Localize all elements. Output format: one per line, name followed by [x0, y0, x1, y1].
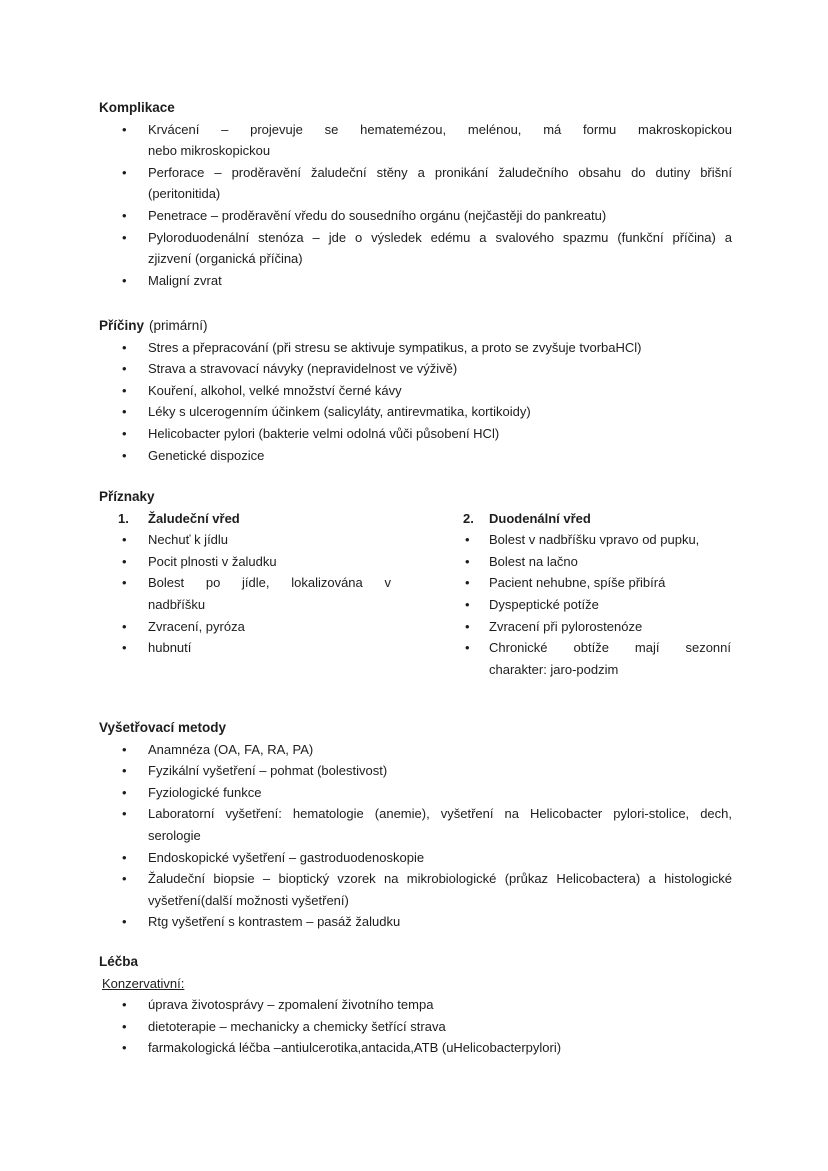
- bullet-text: [489, 572, 731, 594]
- symptom-columns: [99, 508, 732, 681]
- bullet-item: [99, 637, 391, 659]
- bullet-text: [148, 227, 732, 270]
- section-title-suffix: (primární): [149, 318, 208, 333]
- bullet-item: [99, 380, 732, 402]
- bullet-line: Laboratorní vyšetření: hematologie (anemie), vyšetření na Helicobacter pylori-stolice, dech,: [148, 806, 732, 822]
- bullet-text: [148, 423, 732, 445]
- bullet-item: [99, 572, 391, 615]
- bullet-line: Pyloroduodenální stenóza – jde o výsledek edému a svalového spazmu (funkční příčina) a: [148, 229, 732, 245]
- section-title: [99, 315, 732, 337]
- bullet-text: [148, 119, 732, 162]
- bullet-line: Strava a stravovací návyky (nepravidelnost ve výživě): [148, 361, 458, 377]
- bullet-icon: •: [122, 806, 127, 822]
- bullet-text: [148, 739, 732, 761]
- bullet-icon: •: [122, 1018, 127, 1034]
- bullet-text: [148, 782, 732, 804]
- section-title-text: Příčiny: [99, 318, 145, 333]
- bullet-item: [99, 337, 732, 359]
- bullet-item: [99, 401, 732, 423]
- bullet-icon: •: [122, 361, 127, 377]
- bullet-icon: •: [122, 640, 127, 656]
- bullet-item: [463, 594, 731, 616]
- bullet-line: farmakologická léčba –antiulcerotika,antacida,ATB (uHelicobacterpylori): [148, 1040, 562, 1056]
- bullet-item: [463, 572, 731, 594]
- bullet-text: [148, 911, 732, 933]
- bullet-item: [99, 423, 732, 445]
- bullet-line: hubnutí: [148, 640, 192, 656]
- bullet-icon: •: [465, 618, 470, 634]
- bullet-icon: •: [122, 382, 127, 398]
- bullet-item: [99, 119, 732, 162]
- bullet-icon: •: [122, 871, 127, 887]
- bullet-line: Fyzikální vyšetření – pohmat (bolestivost): [148, 763, 388, 779]
- section-title: [99, 97, 732, 119]
- bullet-icon: •: [122, 1040, 127, 1056]
- bullet-line: vyšetření(další možnosti vyšetření): [148, 892, 349, 908]
- bullet-text: [148, 760, 732, 782]
- bullet-list: [99, 994, 732, 1059]
- column-number: 1.: [118, 510, 129, 526]
- bullet-line: Anamnéza (OA, FA, RA, PA): [148, 741, 314, 757]
- bullet-icon: •: [122, 553, 127, 569]
- bullet-line: nebo mikroskopickou: [148, 143, 271, 159]
- bullet-text: [148, 637, 391, 659]
- bullet-item: [99, 205, 732, 227]
- bullet-text: [148, 205, 732, 227]
- section-title-text: Příznaky: [99, 489, 155, 504]
- bullet-text: [148, 358, 732, 380]
- bullet-item: [99, 847, 732, 869]
- bullet-item: [99, 445, 732, 467]
- section-title-text: Vyšetřovací metody: [99, 720, 227, 735]
- bullet-list: [99, 119, 732, 292]
- bullet-line: úprava životosprávy – zpomalení životního tempa: [148, 997, 434, 1013]
- section-title: [99, 951, 732, 973]
- bullet-line: Kouření, alkohol, velké množství černé kávy: [148, 382, 402, 398]
- bullet-text: [489, 616, 731, 638]
- section-title-text: Komplikace: [99, 100, 175, 115]
- bullet-item: [99, 994, 732, 1016]
- bullet-item: [99, 551, 391, 573]
- bullet-icon: •: [122, 575, 127, 591]
- bullet-line: Maligní zvrat: [148, 272, 222, 288]
- bullet-icon: •: [465, 596, 470, 612]
- subsection-title: Konzervativní:: [102, 975, 185, 991]
- bullet-list: [99, 739, 732, 933]
- section-title-text: Léčba: [99, 954, 139, 969]
- bullet-line: Bolest po jídle, lokalizována v: [148, 575, 391, 591]
- bullet-line: Dyspeptické potíže: [489, 596, 599, 612]
- column-header: [99, 508, 391, 530]
- bullet-text: [148, 337, 732, 359]
- bullet-text: [148, 270, 732, 292]
- bullet-icon: •: [122, 121, 127, 137]
- bullet-line: Endoskopické vyšetření – gastroduodenoskopie: [148, 849, 425, 865]
- bullet-line: Žaludeční biopsie – bioptický vzorek na mikrobiologické (průkaz Helicobactera) a histologické: [148, 871, 732, 887]
- bullet-line: Bolest v nadbříšku vpravo od pupku,: [489, 532, 700, 548]
- bullet-line: Rtg vyšetření s kontrastem – pasáž žaludku: [148, 914, 401, 930]
- bullet-text: [148, 803, 732, 846]
- bullet-icon: •: [465, 575, 470, 591]
- bullet-icon: •: [122, 447, 127, 463]
- bullet-line: Bolest na lačno: [489, 553, 578, 569]
- bullet-line: Chronické obtíže mají sezonní: [489, 640, 731, 656]
- bullet-item: [99, 616, 391, 638]
- bullet-item: [463, 551, 731, 573]
- bullet-item: [99, 782, 732, 804]
- bullet-icon: •: [122, 164, 127, 180]
- bullet-line: (peritonitida): [148, 186, 221, 202]
- bullet-item: [99, 227, 732, 270]
- column-zaludecni-vred: [99, 508, 391, 659]
- column-title: Duodenální vřed: [489, 510, 591, 526]
- bullet-text: [148, 1016, 732, 1038]
- bullet-text: [148, 868, 732, 911]
- bullet-line: Helicobacter pylori (bakterie velmi odolná vůči působení HCl): [148, 425, 500, 441]
- bullet-icon: •: [122, 207, 127, 223]
- bullet-line: zjizvení (organická příčina): [148, 251, 303, 267]
- section-priciny: [99, 315, 732, 466]
- bullet-icon: •: [122, 914, 127, 930]
- bullet-text: [148, 529, 391, 551]
- column-header: [463, 508, 731, 530]
- bullet-icon: •: [122, 272, 127, 288]
- bullet-item: [463, 529, 731, 551]
- bullet-item: [99, 358, 732, 380]
- bullet-text: [148, 994, 732, 1016]
- bullet-icon: •: [122, 404, 127, 420]
- bullet-item: [99, 270, 732, 292]
- column-duodenalni-vred: [463, 508, 731, 681]
- section-vysetrovaci-metody: [99, 717, 732, 933]
- bullet-item: [99, 803, 732, 846]
- bullet-icon: •: [122, 339, 127, 355]
- bullet-icon: •: [465, 553, 470, 569]
- bullet-line: Zvracení při pylorostenóze: [489, 618, 643, 634]
- section-title: [99, 486, 732, 508]
- bullet-text: [489, 594, 731, 616]
- bullet-text: [489, 529, 731, 551]
- bullet-item: [99, 1016, 732, 1038]
- bullet-icon: •: [122, 784, 127, 800]
- bullet-line: Krvácení – projevuje se hematemézou, melénou, má formu makroskopickou: [148, 121, 732, 137]
- bullet-text: [489, 551, 731, 573]
- bullet-item: [99, 162, 732, 205]
- bullet-line: Pocit plnosti v žaludku: [148, 553, 277, 569]
- bullet-line: dietoterapie – mechanicky a chemicky šetřící strava: [148, 1018, 446, 1034]
- bullet-item: [99, 739, 732, 761]
- bullet-item: [99, 529, 391, 551]
- bullet-icon: •: [122, 532, 127, 548]
- bullet-icon: •: [122, 997, 127, 1013]
- bullet-text: [148, 445, 732, 467]
- bullet-icon: •: [465, 640, 470, 656]
- bullet-text: [148, 572, 391, 615]
- bullet-icon: •: [122, 229, 127, 245]
- bullet-icon: •: [122, 763, 127, 779]
- bullet-item: [463, 616, 731, 638]
- bullet-line: nadbříšku: [148, 596, 206, 612]
- section-title: [99, 717, 732, 739]
- column-title: Žaludeční vřed: [148, 510, 240, 526]
- bullet-line: Penetrace – proděravění vředu do sousedního orgánu (nejčastěji do pankreatu): [148, 207, 607, 223]
- bullet-item: [99, 1037, 732, 1059]
- bullet-text: [148, 847, 732, 869]
- bullet-item: [99, 911, 732, 933]
- bullet-list: [99, 337, 732, 467]
- bullet-text: [148, 380, 732, 402]
- bullet-line: charakter: jaro-podzim: [489, 661, 619, 677]
- section-priznaky: [99, 486, 732, 680]
- section-komplikace: [99, 97, 732, 291]
- bullet-line: Pacient nehubne, spíše přibírá: [489, 575, 666, 591]
- bullet-icon: •: [122, 741, 127, 757]
- bullet-item: [99, 760, 732, 782]
- column-number: 2.: [463, 510, 474, 526]
- bullet-line: Perforace – proděravění žaludeční stěny a pronikání žaludečního obsahu do dutiny břišní: [148, 164, 732, 180]
- bullet-text: [148, 401, 732, 423]
- bullet-line: Stres a přepracování (při stresu se aktivuje sympatikus, a proto se zvyšuje tvorbaHCl): [148, 339, 642, 355]
- bullet-line: Nechuť k jídlu: [148, 532, 229, 548]
- bullet-line: Léky s ulcerogenním účinkem (salicyláty, antirevmatika, kortikoidy): [148, 404, 531, 420]
- section-lecba: [99, 951, 732, 1059]
- bullet-text: [148, 616, 391, 638]
- bullet-icon: •: [122, 849, 127, 865]
- bullet-line: Genetické dispozice: [148, 447, 265, 463]
- bullet-text: [148, 1037, 732, 1059]
- bullet-text: [148, 551, 391, 573]
- bullet-icon: •: [122, 425, 127, 441]
- bullet-line: Zvracení, pyróza: [148, 618, 245, 634]
- bullet-icon: •: [465, 532, 470, 548]
- bullet-item: [463, 637, 731, 680]
- bullet-item: [99, 868, 732, 911]
- bullet-text: [148, 162, 732, 205]
- bullet-line: Fyziologické funkce: [148, 784, 262, 800]
- bullet-text: [489, 637, 731, 680]
- bullet-line: serologie: [148, 827, 201, 843]
- bullet-icon: •: [122, 618, 127, 634]
